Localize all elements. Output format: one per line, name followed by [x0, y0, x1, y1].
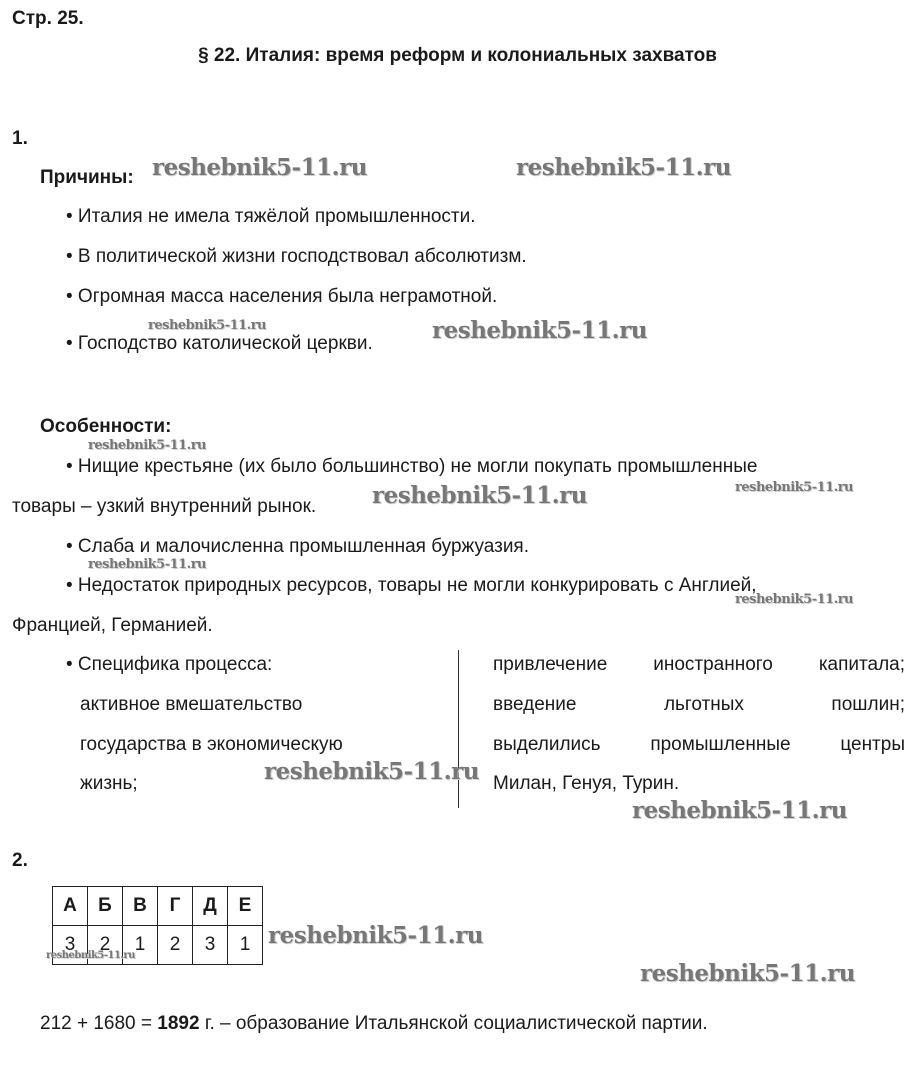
table-value-cell: 3 [53, 926, 88, 965]
watermark: reshebnik5-11.ru [640, 960, 855, 987]
table-value-cell: 3 [193, 926, 228, 965]
feature-item-1-line2: товары – узкий внутренний рынок. [12, 496, 317, 517]
specifics-left-line: активное вмешательство [80, 694, 303, 715]
table-header-cell: Г [158, 887, 193, 926]
feature-item-3-line1: • Недостаток природных ресурсов, товары не могли конкурировать с Англией, [66, 575, 757, 596]
watermark: reshebnik5-11.ru [46, 950, 135, 961]
features-heading: Особенности: [40, 416, 172, 437]
section-title: § 22. Италия: время реформ и колониальных захватов [198, 45, 717, 66]
word: введение [493, 694, 577, 715]
watermark: reshebnik5-11.ru [432, 317, 647, 344]
page-label: Стр. 25. [12, 8, 84, 29]
causes-heading: Причины: [40, 167, 134, 188]
specifics-right-line [493, 735, 905, 754]
table-header-cell: Б [88, 887, 123, 926]
specifics-right-line [493, 695, 905, 714]
feature-item-2: • Слаба и малочисленна промышленная буржуазия. [66, 536, 529, 557]
feature-item-3-line2: Францией, Германией. [12, 615, 213, 636]
cause-item: • Господство католической церкви. [66, 333, 373, 354]
word: выделились [493, 734, 601, 755]
equation-line [40, 1014, 708, 1033]
word: привлечение [493, 654, 608, 675]
watermark: reshebnik5-11.ru [632, 797, 847, 824]
equation-suffix: г. – образование Итальянской социалистической партии. [199, 1013, 708, 1034]
feature-item-1-line1: • Нищие крестьяне (их было большинство) не могли покупать промышленные [66, 456, 758, 477]
word: пошлин; [831, 694, 905, 715]
watermark: reshebnik5-11.ru [88, 438, 207, 453]
watermark: reshebnik5-11.ru [152, 154, 367, 181]
watermark: reshebnik5-11.ru [516, 154, 731, 181]
watermark: reshebnik5-11.ru [148, 318, 267, 333]
word: промышленные [650, 734, 791, 755]
specifics-left-line: жизнь; [80, 773, 138, 794]
specifics-right-line [493, 655, 905, 674]
table-value-cell: 2 [88, 926, 123, 965]
table-header-cell: Д [193, 887, 228, 926]
watermark: reshebnik5-11.ru [372, 482, 587, 509]
word: льготных [663, 694, 744, 715]
year-value: 1892 [157, 1013, 200, 1034]
cause-item: • В политической жизни господствовал абсолютизм. [66, 246, 527, 267]
watermark: reshebnik5-11.ru [735, 592, 854, 607]
task-2-number: 2. [12, 850, 28, 871]
equation-prefix: 212 + 1680 = [40, 1013, 158, 1034]
table-header-cell: Е [228, 887, 263, 926]
table-header-row [53, 887, 263, 926]
watermark: reshebnik5-11.ru [88, 557, 207, 572]
word: центры [840, 734, 905, 755]
watermark: reshebnik5-11.ru [268, 922, 483, 949]
task-1-number: 1. [12, 128, 28, 149]
watermark: reshebnik5-11.ru [735, 480, 854, 495]
word: иностранного [653, 654, 773, 675]
specifics-right-last: Милан, Генуя, Турин. [493, 773, 680, 794]
specifics-left-line: государства в экономическую [80, 734, 343, 755]
table-value-cell: 2 [158, 926, 193, 965]
table-header-cell: В [123, 887, 158, 926]
specifics-left-line: • Специфика процесса: [66, 654, 273, 675]
word: капитала; [818, 654, 905, 675]
cause-item: • Италия не имела тяжёлой промышленности. [66, 206, 476, 227]
table-value-cell: 1 [228, 926, 263, 965]
table-header-cell: А [53, 887, 88, 926]
cause-item: • Огромная масса населения была неграмотной. [66, 286, 498, 307]
watermark: reshebnik5-11.ru [264, 758, 479, 785]
table-value-cell: 1 [123, 926, 158, 965]
